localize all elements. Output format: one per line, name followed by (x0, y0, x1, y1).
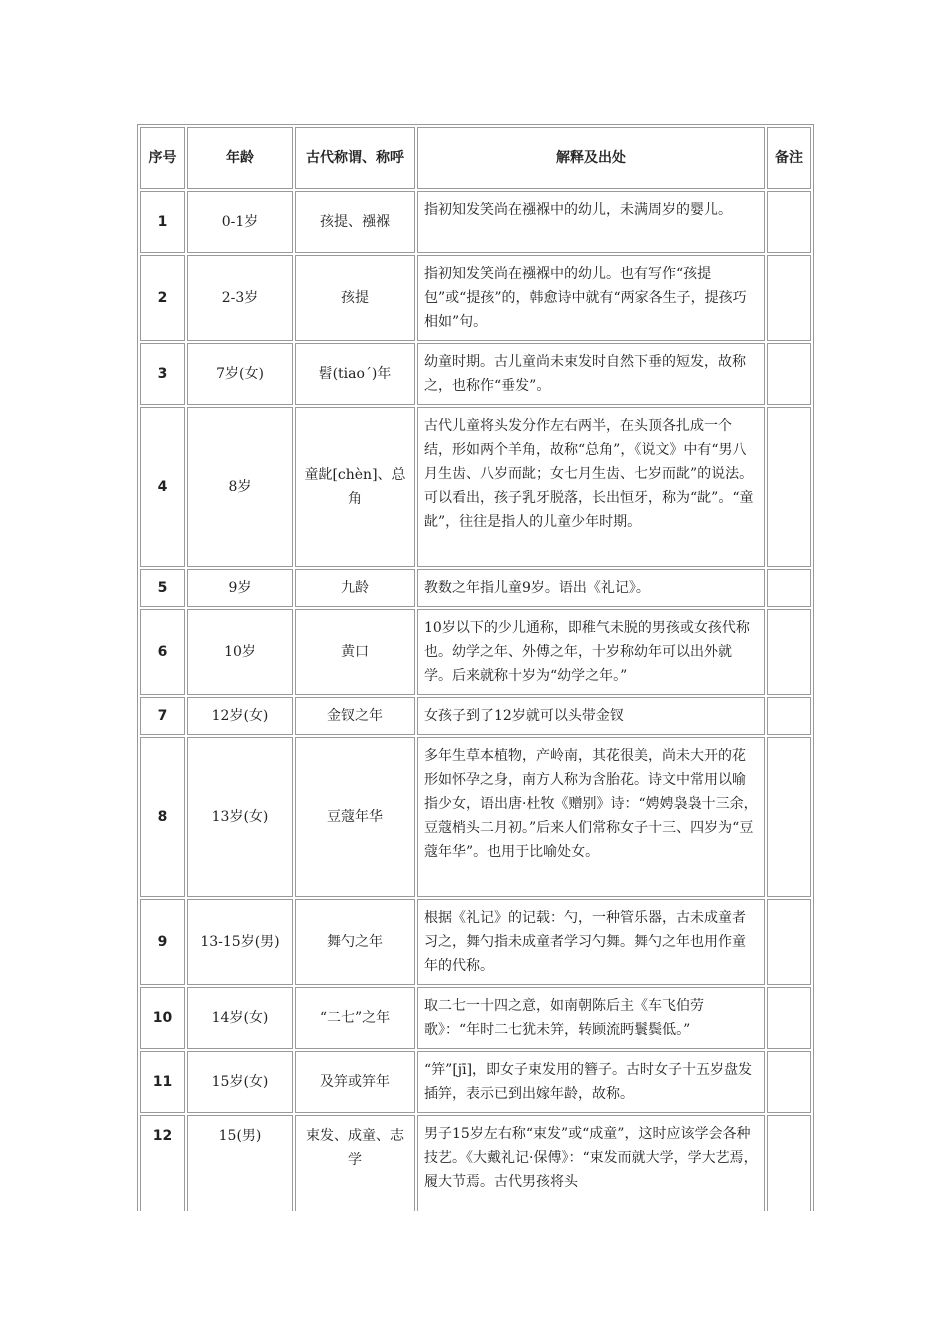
row-age: 9岁 (187, 569, 293, 607)
row-no: 4 (140, 407, 185, 567)
document-page (137, 124, 814, 1211)
row-note (767, 569, 811, 607)
row-term: 舞勺之年 (295, 899, 415, 985)
header-term: 古代称谓、称呼 (295, 127, 415, 189)
age-terms-table (137, 124, 814, 1211)
row-term: 及笄或笄年 (295, 1051, 415, 1113)
row-explanation: “笄”[jī]，即女子束发用的簪子。古时女子十五岁盘发插笄，表示已到出嫁年龄，故称。 (417, 1051, 765, 1113)
row-no: 11 (140, 1051, 185, 1113)
row-term: 孩提 (295, 255, 415, 341)
row-no: 7 (140, 697, 185, 735)
table-row (140, 899, 811, 985)
row-no: 1 (140, 191, 185, 253)
table-row (140, 697, 811, 735)
row-explanation: 根据《礼记》的记载：勺，一种管乐器，古未成童者习之，舞勺指未成童者学习勺舞。舞勺之年也用作童年的代称。 (417, 899, 765, 985)
row-term: 孩提、襁褓 (295, 191, 415, 253)
row-note (767, 1115, 811, 1211)
row-age: 10岁 (187, 609, 293, 695)
row-age: 7岁(女) (187, 343, 293, 405)
row-age: 2-3岁 (187, 255, 293, 341)
row-explanation: 女孩子到了12岁就可以头带金钗 (417, 697, 765, 735)
row-no: 2 (140, 255, 185, 341)
row-no: 8 (140, 737, 185, 897)
row-explanation: 指初知发笑尚在襁褓中的幼儿，未满周岁的婴儿。 (417, 191, 765, 253)
row-explanation: 取二七一十四之意，如南朝陈后主《车飞伯劳歌》：“年时二七犹未笄，转顾流眄鬟鬓低。” (417, 987, 765, 1049)
table-row (140, 987, 811, 1049)
table-row (140, 343, 811, 405)
header-explanation: 解释及出处 (417, 127, 765, 189)
row-term: 黄口 (295, 609, 415, 695)
row-no: 5 (140, 569, 185, 607)
table-row (140, 1051, 811, 1113)
table-row (140, 737, 811, 897)
table-row (140, 255, 811, 341)
row-no: 12 (140, 1115, 185, 1211)
row-age: 13岁(女) (187, 737, 293, 897)
row-note (767, 191, 811, 253)
row-age: 15岁(女) (187, 1051, 293, 1113)
row-age: 8岁 (187, 407, 293, 567)
row-explanation: 指初知发笑尚在襁褓中的幼儿。也有写作“孩提包”或“提孩”的，韩愈诗中就有“两家各生子，提孩巧相如”句。 (417, 255, 765, 341)
row-note (767, 987, 811, 1049)
row-note (767, 609, 811, 695)
row-note (767, 1051, 811, 1113)
table-row (140, 609, 811, 695)
row-age: 12岁(女) (187, 697, 293, 735)
row-explanation: 10岁以下的少儿通称，即稚气未脱的男孩或女孩代称也。幼学之年、外傅之年，十岁称幼年可以出外就学。后来就称十岁为“幼学之年。” (417, 609, 765, 695)
row-note (767, 343, 811, 405)
row-note (767, 737, 811, 897)
header-row (140, 127, 811, 189)
table-row (140, 1115, 811, 1211)
row-explanation: 男子15岁左右称“束发”或“成童”，这时应该学会各种技艺。《大戴礼记·保傅》：“束发而就大学，学大艺焉，履大节焉。古代男孩将头 (417, 1115, 765, 1211)
row-note (767, 407, 811, 567)
row-no: 9 (140, 899, 185, 985)
row-explanation: 教数之年指儿童9岁。语出《礼记》。 (417, 569, 765, 607)
row-age: 0-1岁 (187, 191, 293, 253)
row-explanation: 古代儿童将头发分作左右两半，在头顶各扎成一个结，形如两个羊角，故称“总角”，《说文》中有“男八月生齿、八岁而龀；女七月生齿、七岁而龀”的说法。可以看出，孩子乳牙脱落，长出恒牙，称为“龀”。“童龀”，往往是指人的儿童少年时期。 (417, 407, 765, 567)
header-note: 备注 (767, 127, 811, 189)
row-term: 束发、成童、志学 (295, 1115, 415, 1211)
row-no: 3 (140, 343, 185, 405)
row-no: 10 (140, 987, 185, 1049)
row-term: 九龄 (295, 569, 415, 607)
row-note (767, 255, 811, 341)
table-row (140, 569, 811, 607)
row-term: 童龀[chèn]、总角 (295, 407, 415, 567)
row-age: 13-15岁(男) (187, 899, 293, 985)
header-age: 年龄 (187, 127, 293, 189)
row-age: 15(男) (187, 1115, 293, 1211)
table-row (140, 191, 811, 253)
row-age: 14岁(女) (187, 987, 293, 1049)
table-row (140, 407, 811, 567)
row-term: 豆蔻年华 (295, 737, 415, 897)
row-explanation: 多年生草本植物，产岭南，其花很美，尚未大开的花形如怀孕之身，南方人称为含胎花。诗文中常用以喻指少女，语出唐·杜牧《赠别》诗：“娉娉袅袅十三余，豆蔻梢头二月初。”后来人们常称女子十三、四岁为“豆蔻年华”。也用于比喻处女。 (417, 737, 765, 897)
row-note (767, 899, 811, 985)
row-term: 金钗之年 (295, 697, 415, 735)
row-no: 6 (140, 609, 185, 695)
header-no: 序号 (140, 127, 185, 189)
row-note (767, 697, 811, 735)
row-term: 髫(tiao´)年 (295, 343, 415, 405)
row-term: “二七”之年 (295, 987, 415, 1049)
row-explanation: 幼童时期。古儿童尚未束发时自然下垂的短发，故称之，也称作“垂发”。 (417, 343, 765, 405)
